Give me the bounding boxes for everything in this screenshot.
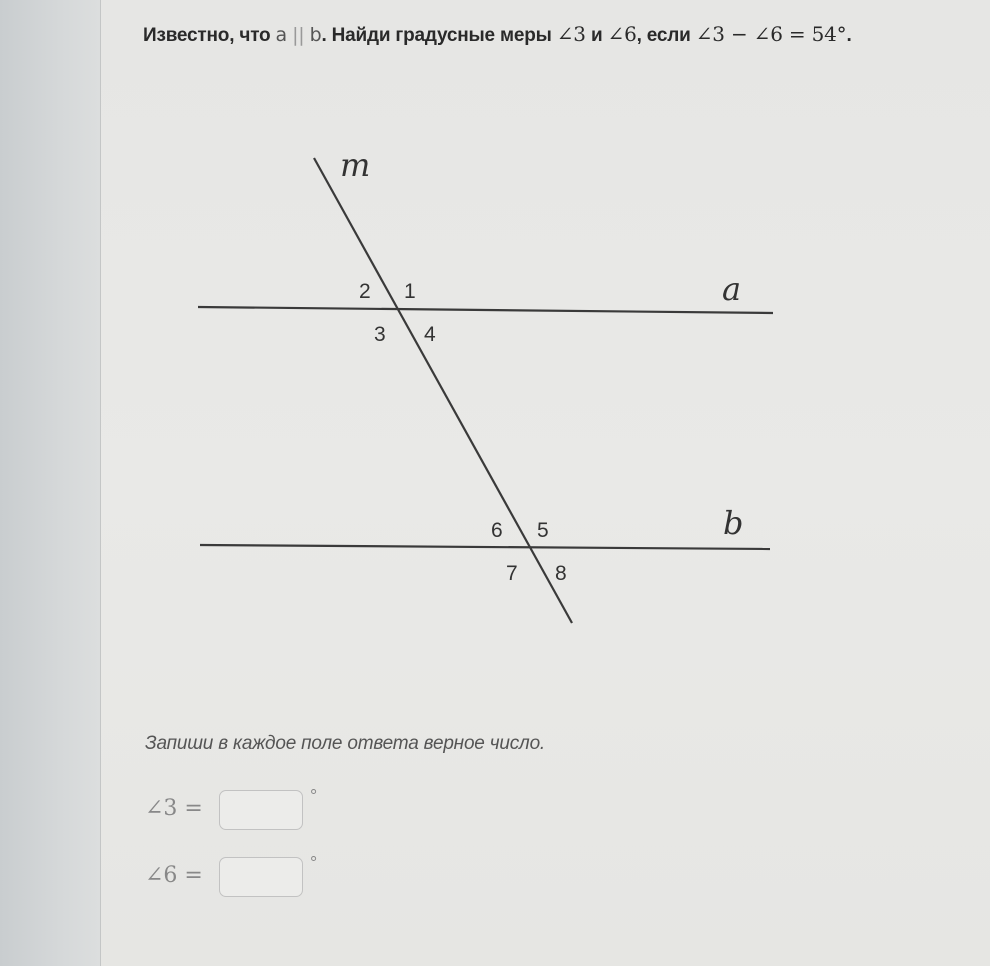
var-b: b bbox=[309, 24, 322, 46]
angle-label-5: 5 bbox=[537, 519, 549, 542]
angle-label-2: 2 bbox=[359, 280, 371, 303]
angle-label-7: 7 bbox=[506, 562, 518, 585]
line-a bbox=[198, 307, 773, 313]
angle-3-ref: ∠3 bbox=[556, 22, 586, 46]
angle-6-ref: ∠6 bbox=[607, 22, 637, 46]
angle-label-1: 1 bbox=[404, 280, 416, 303]
instruction-text: Запиши в каждое поле ответа верное число. bbox=[145, 733, 546, 754]
question-part2: . Найди градусные меры bbox=[321, 25, 552, 46]
angle-6-input[interactable] bbox=[219, 857, 303, 897]
degree-unit-angle-6: ° bbox=[310, 853, 318, 873]
question-part3: , если bbox=[636, 25, 691, 46]
condition-equation: ∠3 − ∠6 = 54° bbox=[695, 22, 847, 46]
question-end: . bbox=[846, 25, 852, 46]
line-b bbox=[200, 545, 770, 549]
parallel-symbol: || bbox=[292, 24, 305, 46]
answer-label-angle-3: ∠3 = bbox=[145, 796, 203, 821]
angle-label-3: 3 bbox=[374, 323, 386, 346]
question-part1: Известно, что bbox=[143, 25, 271, 46]
answer-label-angle-6: ∠6 = bbox=[145, 863, 203, 888]
line-a-label: a bbox=[722, 270, 742, 308]
angle-3-input[interactable] bbox=[219, 790, 303, 830]
line-m-label: m bbox=[340, 146, 371, 184]
question-and: и bbox=[590, 25, 603, 46]
line-b-label: b bbox=[723, 504, 744, 542]
degree-unit-angle-3: ° bbox=[310, 786, 318, 806]
var-a: a bbox=[275, 24, 287, 46]
line-m bbox=[314, 158, 572, 623]
angle-label-6: 6 bbox=[491, 519, 503, 542]
angle-label-8: 8 bbox=[555, 562, 567, 585]
angle-label-4: 4 bbox=[424, 323, 436, 346]
